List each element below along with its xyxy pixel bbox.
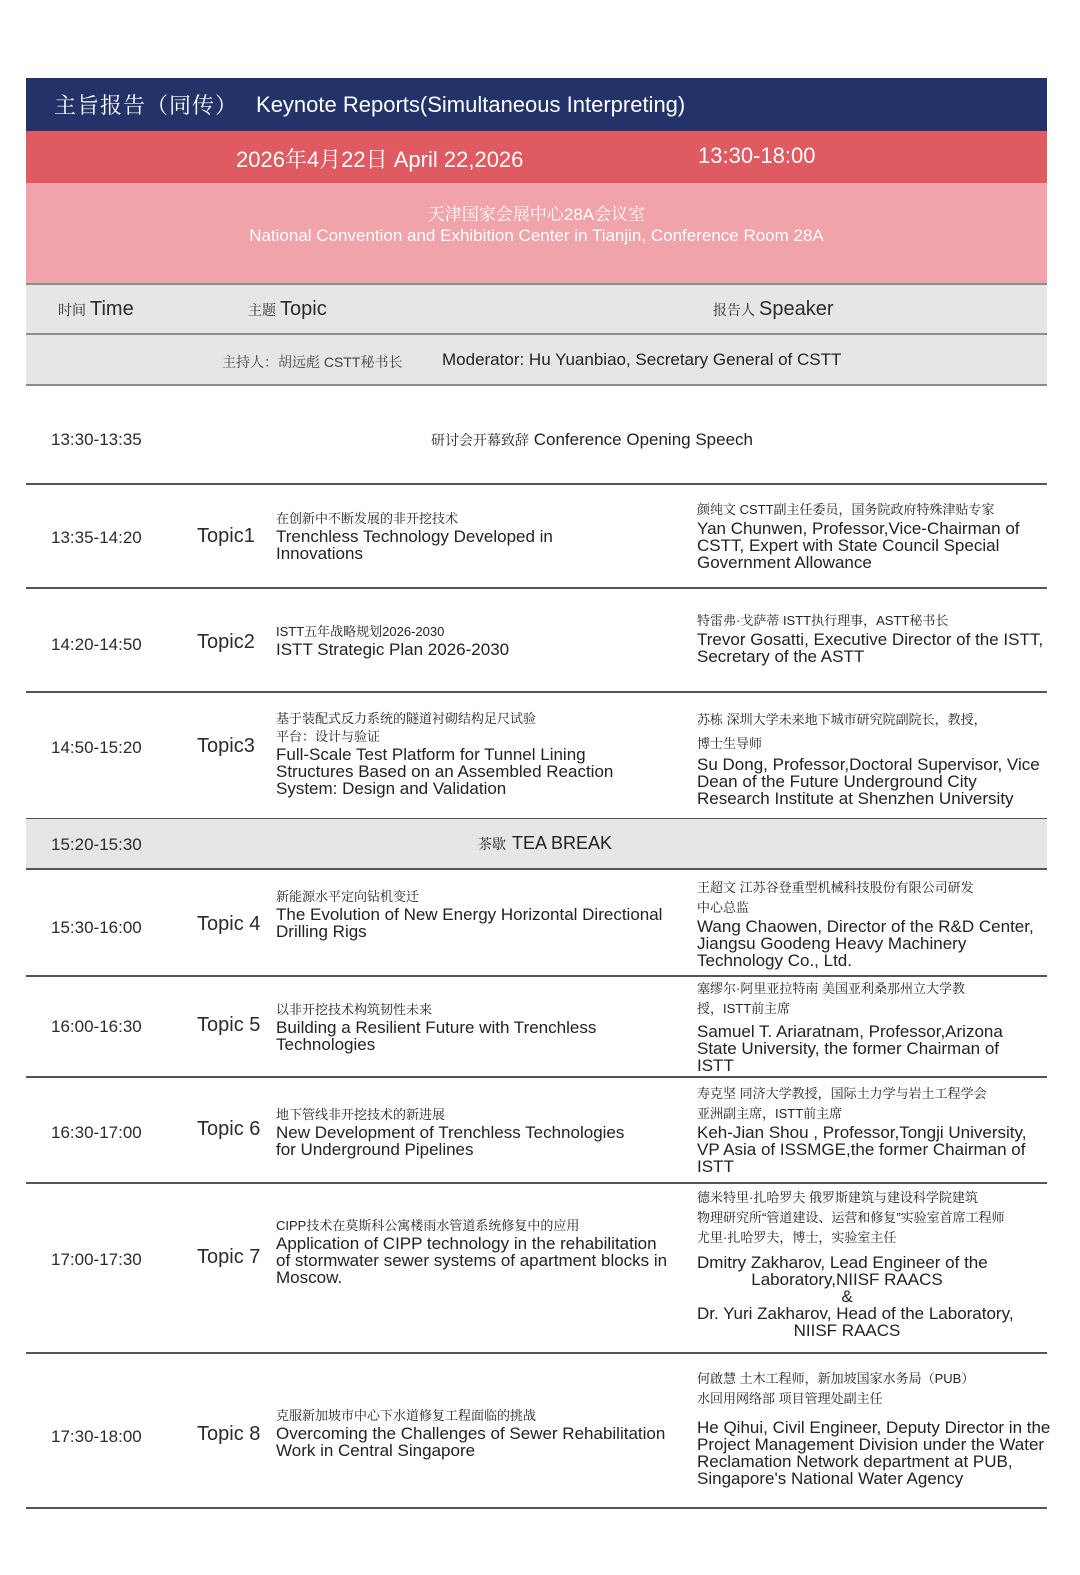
speaker-zh-line: 塞缪尔·阿里亚拉特南 美国亚利桑那州立大学教 [697,981,965,996]
speaker-en-line: NIISF RAACS [793,1321,901,1340]
speaker-info [697,1084,1062,1175]
speaker-en-line: State University, the former Chairman of [697,1039,1000,1058]
topic-zh-line: ISTT五年战略规划2026-2030 [276,624,445,639]
row-divider [26,1507,1047,1509]
topic-number: Topic 7 [197,1246,261,1268]
speaker-zh-line: 授，ISTT前主席 [697,1001,791,1016]
topic-zh-line: CIPP技术在莫斯科公寓楼雨水管道系统修复中的应用 [276,1218,580,1233]
topic-number: Topic2 [197,631,255,653]
topic-en-line: Full-Scale Test Platform for Tunnel Lining [276,745,586,764]
speaker-en-line: Laboratory,NIISF RAACS [751,1270,943,1289]
speaker-en-line: Secretary of the ASTT [697,647,865,666]
row-time: 14:50-15:20 [51,738,142,757]
speaker-en-line: Wang Chaowen, Director of the R&D Center, [697,917,1034,936]
topic-en-line: Structures Based on an Assembled Reaction [276,762,614,781]
topic-en-line: Drilling Rigs [276,922,367,941]
speaker-en-line: CSTT, Expert with State Council Special [697,536,1000,555]
date-banner [26,131,1047,183]
speaker-en-line: Dean of the Future Underground City [697,772,977,791]
topic-title [276,1001,682,1053]
opening-row [0,386,1080,484]
topic-en-line: Overcoming the Challenges of Sewer Rehabilitation [276,1424,666,1443]
topic-number: Topic3 [197,735,255,757]
speaker-zh-line: 尤里·扎哈罗夫，博士，实验室主任 [697,1230,897,1245]
venue-zh: 天津国家会展中心28A会议室 [427,205,646,224]
moderator-row [26,335,1047,386]
event-date: 2026年4月22日 April 22,2026 [236,147,524,172]
speaker-zh-line: 寿克坚 同济大学教授，国际土力学与岩土工程学会 [697,1086,987,1101]
topic-zh-line: 在创新中不断发展的非开挖技术 [276,511,459,526]
topic-zh-line: 新能源水平定向钻机变迁 [276,889,420,904]
column-time-en: Time [90,298,134,320]
topic-zh-line: 基于装配式反力系统的隧道衬砌结构足尺试验 [276,711,537,726]
speaker-en-line: & [841,1287,853,1306]
speaker-info [697,708,1062,807]
speaker-info [697,1188,1062,1339]
topic-en-line: Work in Central Singapore [276,1441,476,1460]
topic-title [276,1407,682,1459]
topic-en-line: Building a Resilient Future with Trenchless [276,1018,597,1037]
topic-en-line: Moscow. [276,1268,343,1287]
topic-en-line: Application of CIPP technology in the rehabilitation [276,1234,657,1253]
speaker-zh-line: 特雷弗·戈萨蒂 ISTT执行理事，ASTT秘书长 [697,613,949,628]
speaker-en-line: Su Dong, Professor,Doctoral Supervisor, Vice [697,755,1040,774]
column-time [58,298,134,321]
topic-en-line: The Evolution of New Energy Horizontal Directional [276,905,663,924]
row-time: 17:30-18:00 [51,1427,142,1446]
speaker-zh-line: 颜纯文 CSTT副主任委员，国务院政府特殊津贴专家 [697,502,995,517]
schedule-row [0,872,1080,975]
topic-en-line: ISTT Strategic Plan 2026-2030 [276,640,510,659]
speaker-en-line: Dmitry Zakharov, Lead Engineer of the [697,1253,988,1272]
title-banner [26,78,1047,131]
tea-break-row [26,819,1047,870]
moderator-zh: 主持人：胡远彪 CSTT秘书长 [222,354,403,370]
speaker-en-line: Singapore's National Water Agency [697,1469,964,1488]
opening-zh: 研讨会开幕致辞 [431,432,529,448]
speaker-en-line: Project Management Division under the Water [697,1435,1045,1454]
row-time: 16:30-17:00 [51,1123,142,1142]
row-time: 13:35-14:20 [51,528,142,547]
speaker-en-line: ISTT [697,1157,734,1176]
speaker-info [697,878,1062,969]
title-zh: 主旨报告（同传） [54,93,239,118]
speaker-zh-line: 亚洲副主席，ISTT前主席 [697,1106,843,1121]
speaker-en-line: Samuel T. Ariaratnam, Professor,Arizona [697,1022,1003,1041]
tea-break-label [478,833,612,854]
speaker-en-line: Dr. Yuri Zakharov, Head of the Laboratory, [697,1304,1014,1323]
speaker-en-line: Trevor Gosatti, Executive Director of the ISTT, [697,630,1044,649]
tea-break-zh: 茶歇 [478,836,506,852]
opening-time: 13:30-13:35 [51,430,142,449]
speaker-zh-line: 博士生导师 [697,736,763,751]
row-time: 17:00-17:30 [51,1250,142,1269]
topic-en-line: New Development of Trenchless Technologies [276,1123,625,1142]
schedule-row [0,693,1080,819]
speaker-en-line: He Qihui, Civil Engineer, Deputy Director in the [697,1418,1051,1437]
speaker-en-line: Technology Co., Ltd. [697,951,852,970]
speaker-zh-line: 水回用网络部 项目管理处副主任 [697,1391,883,1406]
column-topic-zh: 主题 [248,302,276,318]
column-speaker [713,298,834,321]
schedule-row [0,589,1080,692]
topic-number: Topic 4 [197,913,261,935]
topic-title [276,623,682,658]
speaker-en-line: VP Asia of ISSMGE,the former Chairman of [697,1140,1026,1159]
speaker-info [697,1369,1062,1487]
tea-break-en: TEA BREAK [512,833,613,853]
speaker-zh-line: 苏栋 深圳大学未来地下城市研究院副院长，教授， [697,712,987,727]
topic-number: Topic 8 [197,1423,261,1445]
row-time: 16:00-16:30 [51,1017,142,1036]
topic-number: Topic1 [197,525,255,547]
speaker-zh-line: 王超文 江苏谷登重型机械科技股份有限公司研发 [697,880,974,895]
topic-en-line: for Underground Pipelines [276,1140,474,1159]
speaker-info [697,500,1062,571]
column-time-zh: 时间 [58,302,86,318]
speaker-en-line: Keh-Jian Shou , Professor,Tongji University, [697,1123,1027,1142]
topic-zh-line: 地下管线非开挖技术的新进展 [276,1107,446,1122]
topic-en-line: System: Design and Validation [276,779,507,798]
speaker-en-line: Government Allowance [697,553,872,572]
column-speaker-en: Speaker [759,298,834,320]
schedule-row [0,1184,1080,1352]
topic-zh-line: 以非开挖技术构筑韧性未来 [276,1002,433,1017]
venue-banner [26,183,1047,283]
venue-en: National Convention and Exhibition Center in Tianjin, Conference Room 28A [249,226,824,245]
column-speaker-zh: 报告人 [713,302,755,318]
speaker-zh-line: 德米特里·扎哈罗夫 俄罗斯建筑与建设科学院建筑 [697,1190,978,1205]
topic-en-line: Trenchless Technology Developed in [276,527,553,546]
schedule-row [0,1078,1080,1182]
speaker-zh-line: 中心总监 [697,900,750,915]
event-time: 13:30-18:00 [698,143,816,168]
column-header-row [26,283,1047,335]
topic-en-line: Technologies [276,1035,376,1054]
speaker-info [697,979,1062,1074]
topic-zh-line: 平台：设计与验证 [276,729,381,744]
opening-en: Conference Opening Speech [533,430,753,449]
schedule-row [0,1354,1080,1508]
column-topic [248,298,327,321]
topic-en-line: Innovations [276,544,363,563]
speaker-en-line: Reclamation Network department at PUB, [697,1452,1013,1471]
speaker-en-line: ISTT [697,1056,734,1075]
speaker-zh-line: 何啟慧 土木工程师，新加坡国家水务局（PUB） [697,1371,975,1386]
schedule-row [0,977,1080,1076]
topic-title [276,888,682,940]
schedule-row [0,485,1080,587]
topic-title [276,710,682,797]
topic-zh-line: 克服新加坡市中心下水道修复工程面临的挑战 [276,1408,537,1423]
tea-break-time: 15:20-15:30 [51,835,142,854]
column-topic-en: Topic [280,298,327,320]
topic-number: Topic 6 [197,1118,261,1140]
title-en: Keynote Reports(Simultaneous Interpreting) [256,91,686,117]
speaker-en-line: Research Institute at Shenzhen University [697,789,1014,808]
moderator-en: Moderator: Hu Yuanbiao, Secretary General of CSTT [442,350,842,369]
speaker-zh-line: 物理研究所“管道建设、运营和修复”实验室首席工程师 [697,1210,1005,1225]
topic-title [276,510,682,562]
row-time: 15:30-16:00 [51,918,142,937]
topic-number: Topic 5 [197,1014,261,1036]
speaker-en-line: Jiangsu Goodeng Heavy Machinery [697,934,967,953]
opening-speech [431,430,753,450]
speaker-en-line: Yan Chunwen, Professor,Vice-Chairman of [697,519,1020,538]
row-time: 14:20-14:50 [51,635,142,654]
topic-title [276,1106,682,1158]
speaker-info [697,611,1062,665]
topic-en-line: of stormwater sewer systems of apartment blocks in [276,1251,668,1270]
topic-title [276,1217,682,1286]
